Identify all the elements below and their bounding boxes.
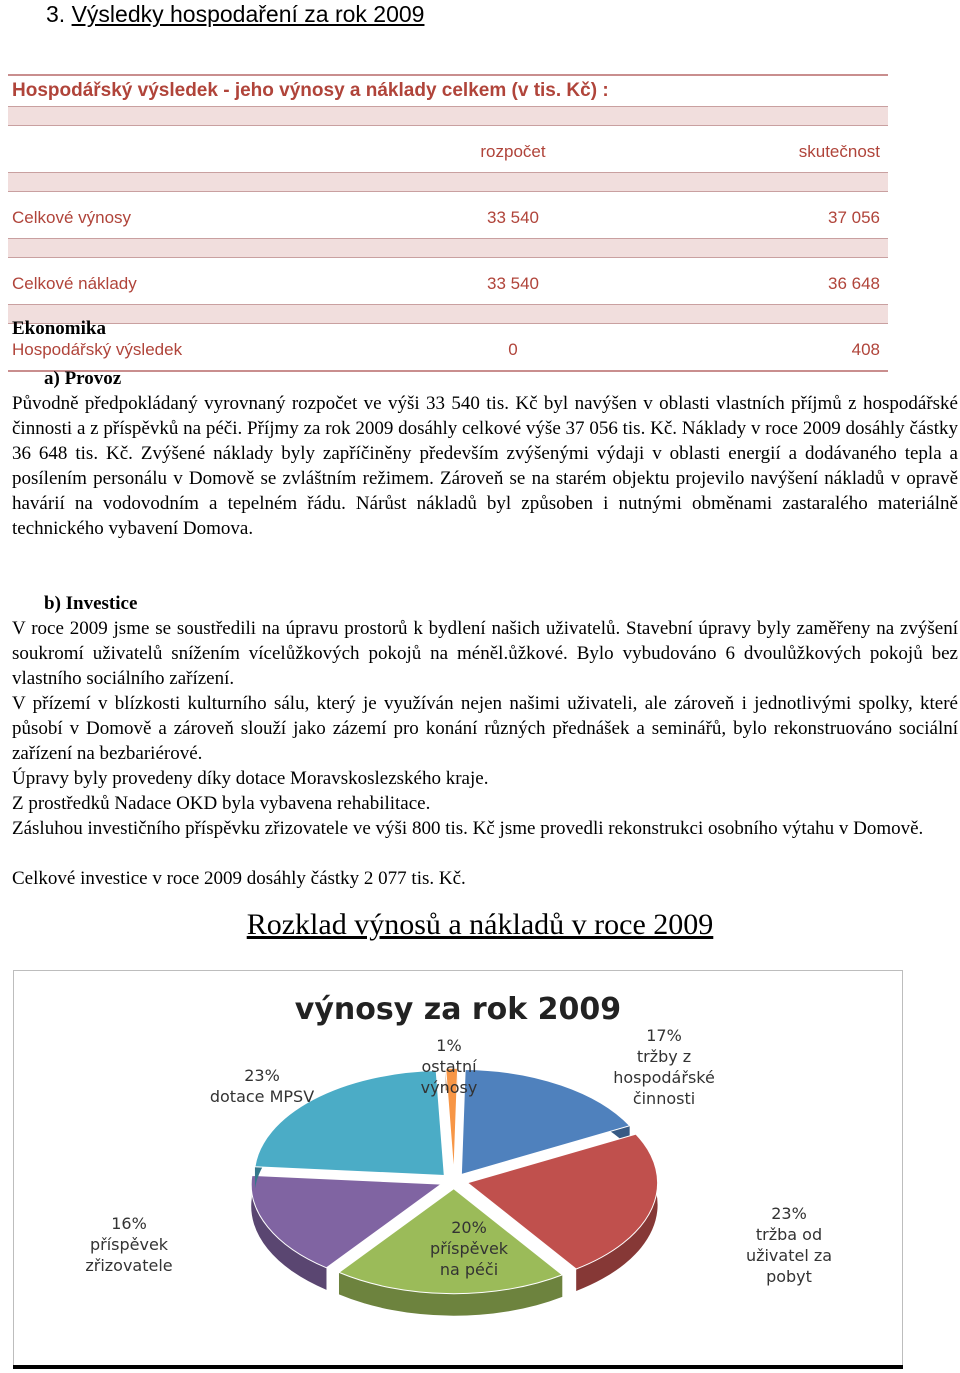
- invest-paragraph-1: V roce 2009 jsme se soustředili na úpravu prostorů k bydlení našich uživatelů. Stavební úpravy byly zaměřeny na zvýšení soukromí uživatelů snížením vícelůžkových pokojů na méněl.ůžkové. Bylo vybudováno 6 dvoulůžkových pokojů bez vlastního sociálního zařízení.: [12, 618, 958, 689]
- pie-slice-label: ostatní: [421, 1057, 477, 1076]
- chart-bottom-rule: [13, 1365, 903, 1369]
- provoz-title: a) Provoz: [44, 368, 122, 389]
- pie-slice-label: činnosti: [632, 1089, 696, 1108]
- table-spacer: [8, 172, 888, 191]
- economy-title: Ekonomika: [12, 318, 106, 339]
- pie-slice-percent: 20%: [451, 1218, 487, 1237]
- chart-title: výnosy za rok 2009: [294, 992, 622, 1027]
- provoz-text: Původně předpokládaný vyrovnaný rozpočet ve výši 33 540 tis. Kč byl navýšen v oblasti vlastních příjmů z hospodářské činnosti a z příspěvků na péči. Příjmy za rok 2009 dosáhly celkové výše 37 056 tis. Kč. Náklady v roce 2009 dosáhly částky 36 648 tis. Kč. Zvýšené náklady byly zapříčiněny především zvýšenými výdaji v oblasti energií a dodávaného tepla a posílením personálu v Domově se zvláštním režimem. Zároveň se na starém objektu projevilo navýšení nákladů v opravě havárií na vodovodním a tepelném řádu. Nárůst nákladů byl způsoben i nutnými obměnami zastaralého materiálně technického vybavení Domova.: [12, 393, 958, 539]
- table-row: [8, 191, 888, 238]
- pie-slice-label: tržba od: [755, 1225, 823, 1244]
- pie-slice-label: dotace MPSV: [209, 1087, 315, 1106]
- invest-paragraph-4: Z prostředků Nadace OKD byla vybavena rehabilitace.: [12, 793, 431, 814]
- pie-chart: [14, 971, 902, 1367]
- invest-paragraph-5: Zásluhou investičního příspěvku zřizovatele ve výši 800 tis. Kč jsme provedli rekonstrukci osobního výtahu v Domově.: [12, 818, 924, 839]
- invest-title: b) Investice: [44, 593, 138, 614]
- pie-slice-percent: 23%: [244, 1066, 280, 1085]
- pie-slice-label: pobyt: [766, 1267, 812, 1286]
- pie-slice-label: na péči: [439, 1260, 499, 1279]
- row-label: Hospodářský výsledek: [12, 340, 183, 359]
- col-budget-header: rozpočet: [480, 142, 546, 161]
- row-actual: 408: [851, 340, 880, 359]
- table-row: [8, 257, 888, 304]
- pie-slice-label: hospodářské: [613, 1068, 715, 1087]
- section-number: 3.: [46, 1, 66, 27]
- table-caption: Hospodářský výsledek - jeho výnosy a náklady celkem (v tis. Kč) :: [12, 80, 609, 101]
- table-spacer: [8, 106, 888, 125]
- invest-paragraph-2: V přízemí v blízkosti kulturního sálu, který je využíván nejen našimi uživateli, ale zároveň i jednotlivými spolky, které působí v Domově a zároveň slouží jako zázemí pro konání různých přednášek a seminářů, bylo rekonstruováno sociální zařízení na bezbariérové.: [12, 693, 958, 764]
- table-header-row: [8, 125, 888, 172]
- section-heading: [46, 0, 424, 28]
- row-budget: 33 540: [487, 274, 539, 293]
- row-actual: 36 648: [828, 274, 880, 293]
- pie-slice-percent: 17%: [646, 1026, 682, 1045]
- row-budget: 33 540: [487, 208, 539, 227]
- pie-slice-label: výnosy: [420, 1078, 478, 1097]
- pie-chart-frame: [13, 970, 903, 1368]
- section-title: Výsledky hospodaření za rok 2009: [71, 1, 425, 27]
- row-label: Celkové náklady: [12, 274, 137, 293]
- row-budget: 0: [508, 340, 518, 359]
- pie-slice-percent: 16%: [111, 1214, 147, 1233]
- pie-slice-label: tržby z: [636, 1047, 692, 1066]
- pie-section-title: Rozklad výnosů a nákladů v roce 2009: [246, 908, 714, 941]
- row-label: Celkové výnosy: [12, 208, 132, 227]
- pie-slice-percent: 1%: [436, 1036, 462, 1055]
- table-caption-row: [8, 74, 888, 106]
- pie-slice-label: příspěvek: [89, 1235, 169, 1254]
- invest-paragraph-6: Celkové investice v roce 2009 dosáhly částky 2 077 tis. Kč.: [12, 868, 466, 889]
- pie-slice-percent: 23%: [771, 1204, 807, 1223]
- pie-slice-label: příspěvek: [429, 1239, 509, 1258]
- col-actual-header: skutečnost: [798, 142, 880, 161]
- table-spacer: [8, 238, 888, 257]
- invest-paragraph-3: Úpravy byly provedeny díky dotace Moravskoslezského kraje.: [12, 768, 489, 789]
- pie-slice-label: uživatel za: [745, 1246, 833, 1265]
- row-actual: 37 056: [828, 208, 880, 227]
- pie-slice-label: zřizovatele: [85, 1256, 173, 1275]
